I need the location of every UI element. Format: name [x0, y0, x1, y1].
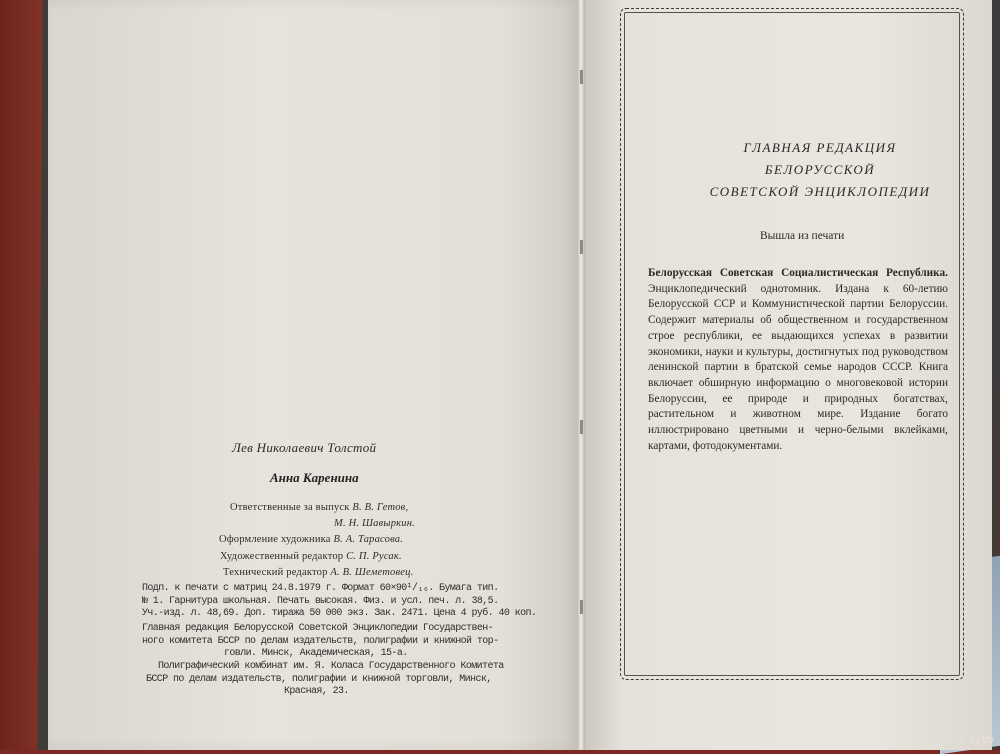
credit-label: Ответственные за выпуск — [230, 502, 350, 513]
credit-name: А. В. Шеметовец. — [330, 567, 414, 578]
book-title: Анна Каренина — [270, 470, 359, 485]
printer-info-line: Полиграфический комбинат им. Я. Коласа Государственного Комитета — [158, 661, 504, 672]
credit-label: Художественный редактор — [220, 551, 344, 562]
publisher-info — [142, 623, 498, 661]
credit-line — [223, 567, 413, 578]
annotation-body: Энциклопедический однотомник. Издана к 60-летию Белорусской ССР и Коммунистической партии Белоруссии. Содержит материалы об общественном и государственном строе республики, ее выдающихся успехах в развитии экономики, науки и культуры, достигнутых под руководством ленинской партии в братской семье народов СССР. Книга включает обширную информацию о многовековой истории Белоруссии, ее природе и природных богатствах, растительном и животном мире. Издание богато иллюстрировано цветными и черно-белыми вклейками, картами, фотодокументами. — [648, 282, 948, 452]
publisher-info-line: ного комитета БССР по делам издательств, полиграфии и книжной тор- — [142, 635, 499, 647]
annotation-lead: Белорусская Советская Социалистическая Республика. — [648, 267, 948, 279]
publisher-heading-line: ГЛАВНАЯ РЕДАКЦИЯ — [743, 140, 897, 155]
credit-name: С. П. Русак. — [346, 551, 402, 562]
credit-label: Оформление художника — [219, 534, 331, 545]
printer-info — [146, 661, 504, 699]
print-detail-line: № 1. Гарнитура школьная. Печать высокая. Физ. и усл. печ. л. 38,5. — [142, 595, 499, 607]
credit-line — [219, 534, 403, 545]
author-name: Лев Николаевич Толстой — [232, 440, 377, 455]
credit-name: В. А. Тарасова. — [333, 534, 404, 545]
print-details — [142, 583, 536, 621]
released-heading: Вышла из печати — [760, 230, 845, 242]
print-detail-line: Подп. к печати с матриц 24.8.1979 г. Формат 60×90¹/₁₆. Бумага тип. — [142, 583, 499, 594]
printer-info-line: БССР по делам издательств, полиграфии и книжной торговли, Минск, — [146, 673, 492, 685]
credit-name: В. В. Гетов, — [352, 502, 409, 513]
book-annotation — [648, 266, 948, 454]
credit-name: М. Н. Шавыркин. — [334, 518, 415, 529]
publisher-info-line: говли. Минск, Академическая, 15-а. — [224, 648, 408, 659]
print-detail-line: Уч.-изд. л. 48,69. Доп. тиража 50 000 экз. Зак. 2471. Цена 4 руб. 40 коп. — [142, 608, 537, 619]
publisher-heading-line: БЕЛОРУССКОЙ — [764, 162, 876, 177]
credit-line — [334, 518, 415, 529]
credit-line — [230, 502, 408, 513]
publisher-heading-line: СОВЕТСКОЙ ЭНЦИКЛОПЕДИИ — [709, 184, 931, 199]
printer-info-line: Красная, 23. — [284, 686, 349, 697]
publisher-info-line: Главная редакция Белорусской Советской Энциклопедии Государствен- — [142, 623, 494, 634]
credit-label: Технический редактор — [223, 567, 328, 578]
credit-line — [220, 551, 402, 562]
watermark: © ay.by — [957, 734, 994, 746]
